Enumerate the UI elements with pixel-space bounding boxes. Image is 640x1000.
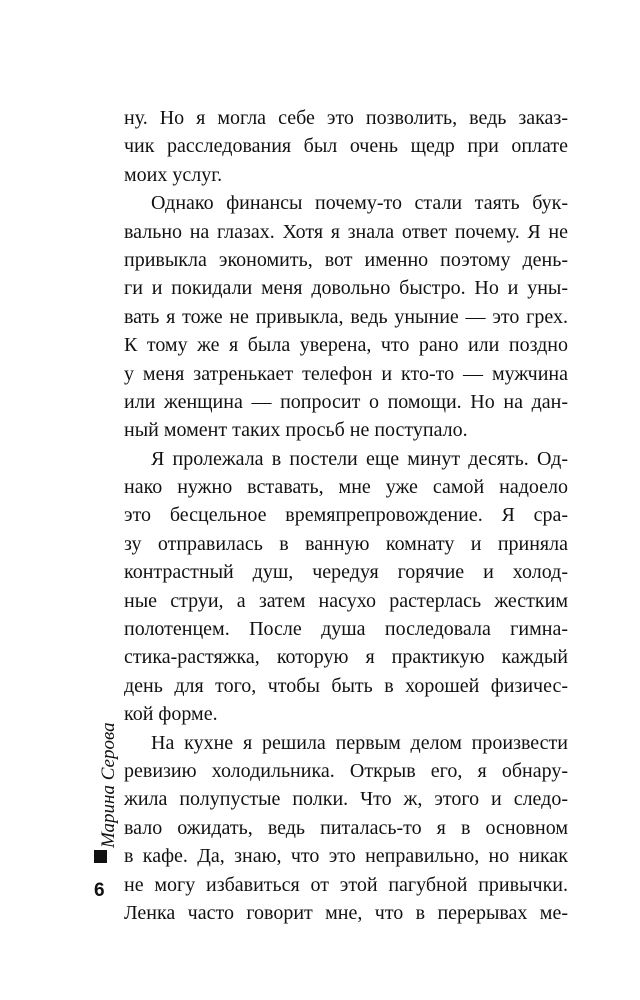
text-line: у меня затренькает телефон и кто-то — мужчина — [124, 362, 568, 385]
text-line: контрастный душ, чередуя горячие и холод- — [124, 561, 568, 584]
text-line: вать я тоже не привыкла, ведь уныние — это грех. — [124, 305, 568, 328]
text-line: нако нужно вставать, мне уже самой надоело — [124, 476, 568, 499]
paragraph — [124, 104, 568, 189]
text-line: чик расследования был очень щедр при оплате — [124, 135, 568, 158]
text-line: зу отправилась в ванную комнату и приняла — [124, 532, 568, 555]
text-line: ный момент таких просьб не поступало. — [124, 419, 468, 442]
text-line: Однако финансы почему-то стали таять бук- — [151, 192, 568, 215]
text-line: вало ожидать, ведь питалась-то я в основном — [124, 816, 568, 839]
text-line: или женщина — попросит о помощи. Но на дан- — [124, 390, 568, 413]
text-line: ные струи, а затем насухо растерлась жестким — [124, 589, 568, 612]
square-marker-icon — [94, 850, 107, 863]
text-line: жила полупустые полки. Что ж, этого и следо- — [124, 788, 568, 811]
text-line: это бесцельное времяпрепровождение. Я сра- — [124, 504, 568, 527]
text-line: не могу избавиться от этой пагубной привычки. — [124, 873, 568, 896]
text-line: в кафе. Да, знаю, что это неправильно, но никак — [124, 845, 568, 868]
text-line: моих услуг. — [124, 163, 223, 186]
text-line: На кухне я решила первым делом произвести — [151, 731, 568, 754]
paragraph — [124, 189, 568, 445]
text-line: ну. Но я могла себе это позволить, ведь заказ- — [124, 107, 568, 129]
text-line: К тому же я была уверена, что рано или поздно — [124, 334, 568, 357]
text-line: полотенцем. После душа последовала гимна- — [124, 618, 568, 641]
text-line: вально на глазах. Хотя я знала ответ почему. Я не — [124, 220, 568, 243]
running-head-author: Марина Серова — [98, 722, 119, 848]
text-line: кой форме. — [124, 703, 218, 726]
paragraph — [124, 445, 568, 729]
text-line: день для того, чтобы быть в хорошей физичес- — [124, 674, 568, 697]
text-line: стика-растяжка, которую я практикую каждый — [124, 646, 568, 669]
text-line: ревизию холодильника. Открыв его, я обнару- — [124, 759, 568, 782]
paragraph — [124, 729, 568, 928]
body-text — [124, 104, 568, 927]
text-line: привыкла экономить, вот именно поэтому день- — [124, 248, 568, 271]
page-number: 6 — [94, 880, 105, 901]
text-line: ги и покидали меня довольно быстро. Но и уны- — [124, 277, 568, 300]
text-line: Ленка часто говорит мне, что в перерывах ме- — [124, 901, 568, 924]
text-line: Я пролежала в постели еще минут десять. Од- — [151, 447, 568, 470]
